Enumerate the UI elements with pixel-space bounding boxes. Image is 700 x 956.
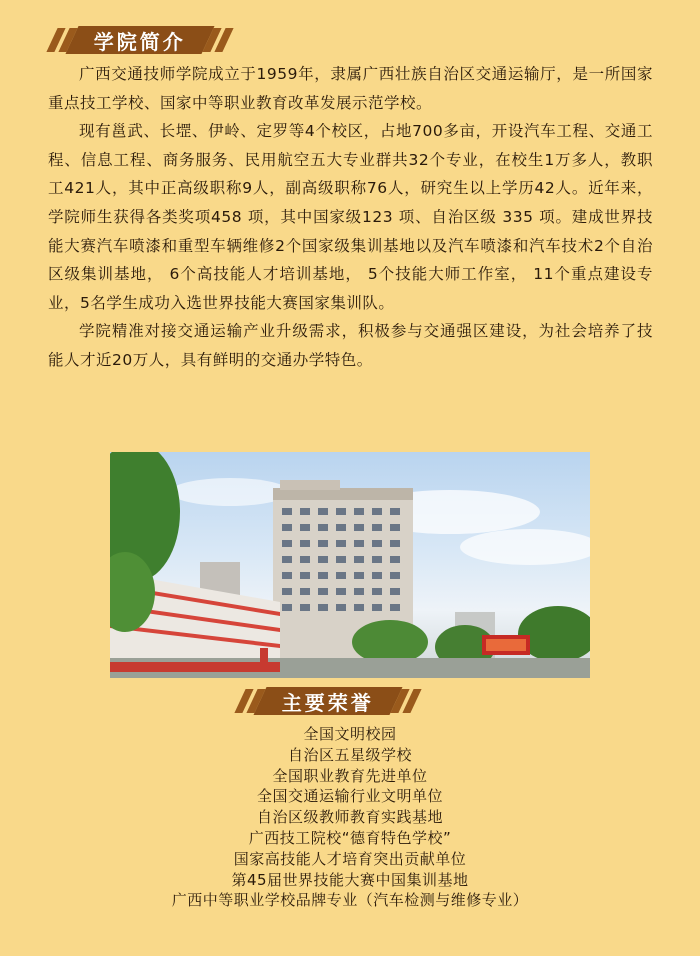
honors-title-banner bbox=[253, 687, 402, 715]
honor-item: 自治区五星级学校 bbox=[287, 745, 412, 764]
honor-item: 第45届世界技能大赛中国集训基地 bbox=[231, 870, 469, 889]
intro-paragraph: 广西交通技师学院成立于1959年，隶属广西壮族自治区交通运输厅，是一所国家重点技工学校、国家中等职业教育改革发展示范学校。 bbox=[48, 65, 653, 112]
honor-item: 全国职业教育先进单位 bbox=[272, 766, 428, 785]
header-stripes-right bbox=[396, 689, 416, 713]
honor-item: 全国交通运输行业文明单位 bbox=[256, 787, 443, 806]
honor-item: 广西中等职业学校品牌专业（汽车检测与维修专业） bbox=[171, 891, 529, 910]
honor-item: 国家高技能人才培育突出贡献单位 bbox=[233, 849, 467, 868]
intro-body bbox=[48, 60, 653, 375]
honor-item: 全国文明校园 bbox=[303, 725, 397, 743]
honor-item: 广西技工院校“德育特色学校” bbox=[248, 828, 452, 847]
honor-item: 自治区级教师教育实践基地 bbox=[256, 808, 443, 827]
intro-section-header bbox=[52, 25, 228, 55]
intro-paragraph: 学院精准对接交通运输产业升级需求，积极参与交通强区建设，为社会培养了技能人才近20万人，具有鲜明的交通办学特色。 bbox=[48, 322, 653, 369]
honors-title: 主要荣誉 bbox=[282, 690, 374, 715]
campus-photo bbox=[110, 452, 590, 678]
honors-section-header bbox=[240, 686, 416, 716]
intro-paragraph: 现有邕武、长堽、伊岭、定罗等4个校区，占地700多亩，开设汽车工程、交通工程、信息工程、商务服务、民用航空五大专业群共32个专业，在校生1万多人，教职工421人，其中正高级职称9人，副高级职称76人，研究生以上学历42人。近年来，学院师生获得各类奖项458 项，其中国家级123 项、自治区级 335 项。建成世界技能大赛汽车喷漆和重型车辆维修2个国家级集训基地以及汽车喷漆和汽车技术2个自治区级集训基地， 6个高技能人才培训基地， 5个技能大师工作室， 11个重点建设专业，5名学生成功入选世界技能大赛国家集训队。 bbox=[48, 122, 653, 312]
intro-title: 学院简介 bbox=[94, 29, 186, 54]
header-stripes-right bbox=[208, 28, 228, 52]
intro-title-banner bbox=[65, 26, 214, 54]
honors-list bbox=[0, 724, 700, 911]
